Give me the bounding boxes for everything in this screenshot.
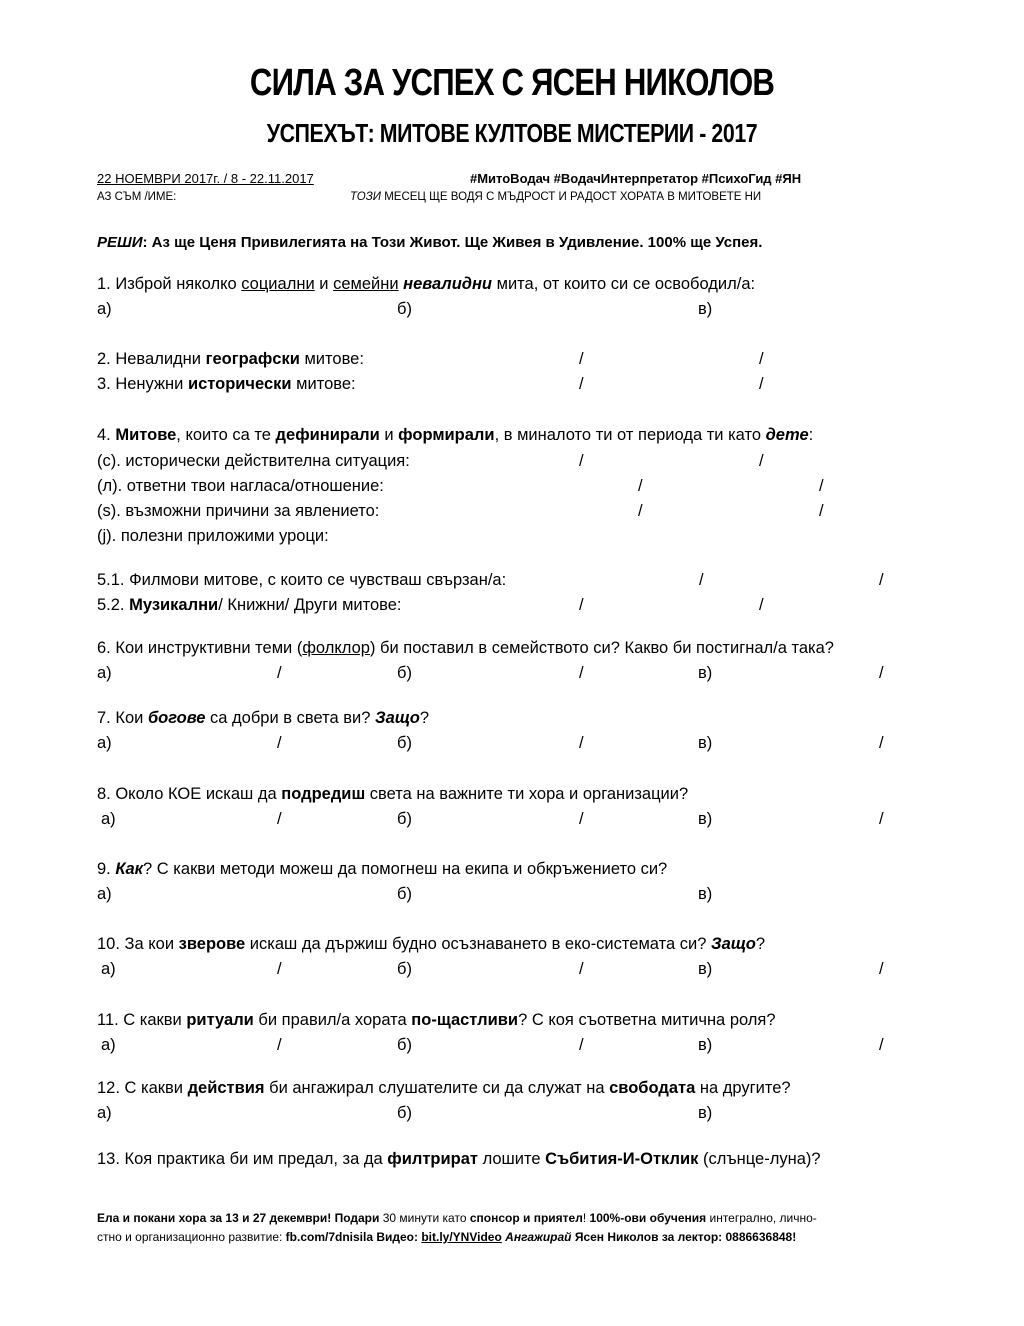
- slash: /: [277, 1036, 282, 1054]
- question-6: 6. Кои инструктивни теми (фолклор) би поставил в семейството си? Какво би постигнал/а така?: [97, 639, 834, 657]
- footer-line-1: Ела и покани хора за 13 и 27 декември! Подари 30 минути като спонсор и приятел! 100%-ови обучения интегрално, лично-: [97, 1211, 817, 1225]
- question-1: 1. Изброй няколко социални и семейни невалидни мита, от които си се освободил/а:: [97, 275, 756, 293]
- answer-a: а): [101, 960, 116, 978]
- slash: /: [277, 734, 282, 752]
- answer-a: а): [97, 885, 112, 903]
- answer-b: б): [397, 664, 412, 682]
- footer-line-2: стно и организационно развитие: fb.com/7dnisila Видео: bit.ly/YNVideo Ангажирай Ясен Николов за лектор: 0886636848!: [97, 1230, 797, 1244]
- answer-v: в): [698, 960, 713, 978]
- slash: /: [879, 734, 884, 752]
- page-subtitle: УСПЕХЪТ: МИТОВЕ КУЛТОВЕ МИСТЕРИИ - 2017: [266, 118, 758, 148]
- answer-v: в): [698, 1104, 713, 1122]
- answer-a: а): [97, 1104, 112, 1122]
- slash: /: [879, 571, 884, 589]
- question-7: 7. Кои богове са добри в света ви? Защо?: [97, 709, 430, 727]
- slash: /: [879, 1036, 884, 1054]
- slash: /: [759, 596, 764, 614]
- answer-b: б): [397, 1036, 412, 1054]
- slash: /: [579, 350, 584, 368]
- question-13: 13. Коя практика би им предал, за да филтрират лошите Събития-И-Отклик (слънце-луна)?: [97, 1150, 821, 1168]
- name-label: АЗ СЪМ /ИМЕ:: [97, 191, 177, 203]
- answer-b: б): [397, 885, 412, 903]
- question-3: 3. Ненужни исторически митове:: [97, 375, 356, 393]
- slash: /: [579, 664, 584, 682]
- answer-b: б): [397, 810, 412, 828]
- header-date: 22 НОЕМВРИ 2017г. / 8 - 22.11.2017: [97, 171, 314, 186]
- answer-b: б): [397, 300, 412, 318]
- question-4: 4. Митове, които са те дефинирали и формирали, в миналото ти от периода ти като дете:: [97, 426, 814, 444]
- answer-a: а): [101, 1036, 116, 1054]
- slash: /: [759, 375, 764, 393]
- slash: /: [277, 810, 282, 828]
- month-intention: ТОЗИ МЕСЕЦ ЩЕ ВОДЯ С МЪДРОСТ И РАДОСТ ХОРАТА В МИТОВЕТЕ НИ: [350, 191, 762, 203]
- slash: /: [819, 502, 824, 520]
- slash: /: [638, 477, 643, 495]
- slash: /: [638, 502, 643, 520]
- answer-v: в): [698, 300, 713, 318]
- slash: /: [579, 596, 584, 614]
- question-5-2: 5.2. Музикални/ Книжни/ Други митове:: [97, 596, 402, 614]
- slash: /: [879, 960, 884, 978]
- question-10: 10. За кои зверове искаш да държиш будно осъзнаването в еко-системата си? Защо?: [97, 935, 766, 953]
- answer-a: а): [97, 734, 112, 752]
- question-4-c: (с). исторически действителна ситуация:: [97, 452, 410, 470]
- question-9: 9. Как? С какви методи можеш да помогнеш на екипа и обкръжението си?: [97, 860, 668, 878]
- slash: /: [579, 960, 584, 978]
- page-title: СИЛА ЗА УСПЕХ С ЯСЕН НИКОЛОВ: [249, 62, 775, 104]
- answer-b: б): [397, 734, 412, 752]
- question-4-s: (s). възможни причини за явлението:: [97, 502, 380, 520]
- answer-a: а): [97, 664, 112, 682]
- question-8: 8. Около КОЕ искаш да подредиш света на важните ти хора и организации?: [97, 785, 689, 803]
- slash: /: [579, 1036, 584, 1054]
- answer-b: б): [397, 1104, 412, 1122]
- answer-v: в): [698, 885, 713, 903]
- answer-b: б): [397, 960, 412, 978]
- slash: /: [579, 452, 584, 470]
- question-11: 11. С какви ритуали би правил/а хората по-щастливи? С коя съответна митична роля?: [97, 1011, 776, 1029]
- answer-v: в): [698, 810, 713, 828]
- question-12: 12. С какви действия би ангажирал слушателите си да служат на свободата на другите?: [97, 1079, 791, 1097]
- answer-a: а): [97, 300, 112, 318]
- header-hashtags: #МитоВодач #ВодачИнтерпретатор #ПсихоГид #ЯН: [470, 171, 802, 186]
- question-4-l: (л). ответни твои нагласа/отношение:: [97, 477, 384, 495]
- slash: /: [579, 375, 584, 393]
- slash: /: [879, 810, 884, 828]
- slash: /: [759, 350, 764, 368]
- question-2: 2. Невалидни географски митове:: [97, 350, 364, 368]
- question-5-1: 5.1. Филмови митове, с които се чувстваш свързан/а:: [97, 571, 507, 589]
- slash: /: [277, 960, 282, 978]
- slash: /: [759, 452, 764, 470]
- answer-a: а): [101, 810, 116, 828]
- video-link[interactable]: bit.ly/YNVideo: [421, 1230, 502, 1244]
- slash: /: [819, 477, 824, 495]
- slash: /: [277, 664, 282, 682]
- slash: /: [699, 571, 704, 589]
- answer-v: в): [698, 734, 713, 752]
- slash: /: [879, 664, 884, 682]
- answer-v: в): [698, 664, 713, 682]
- slash: /: [579, 734, 584, 752]
- slash: /: [579, 810, 584, 828]
- decide-line: РЕШИ: Аз ще Ценя Привилегията на Този Живот. Ще Живея в Удивление. 100% ще Успея.: [97, 234, 763, 251]
- answer-v: в): [698, 1036, 713, 1054]
- question-4-j: (j). полезни приложими уроци:: [97, 527, 329, 545]
